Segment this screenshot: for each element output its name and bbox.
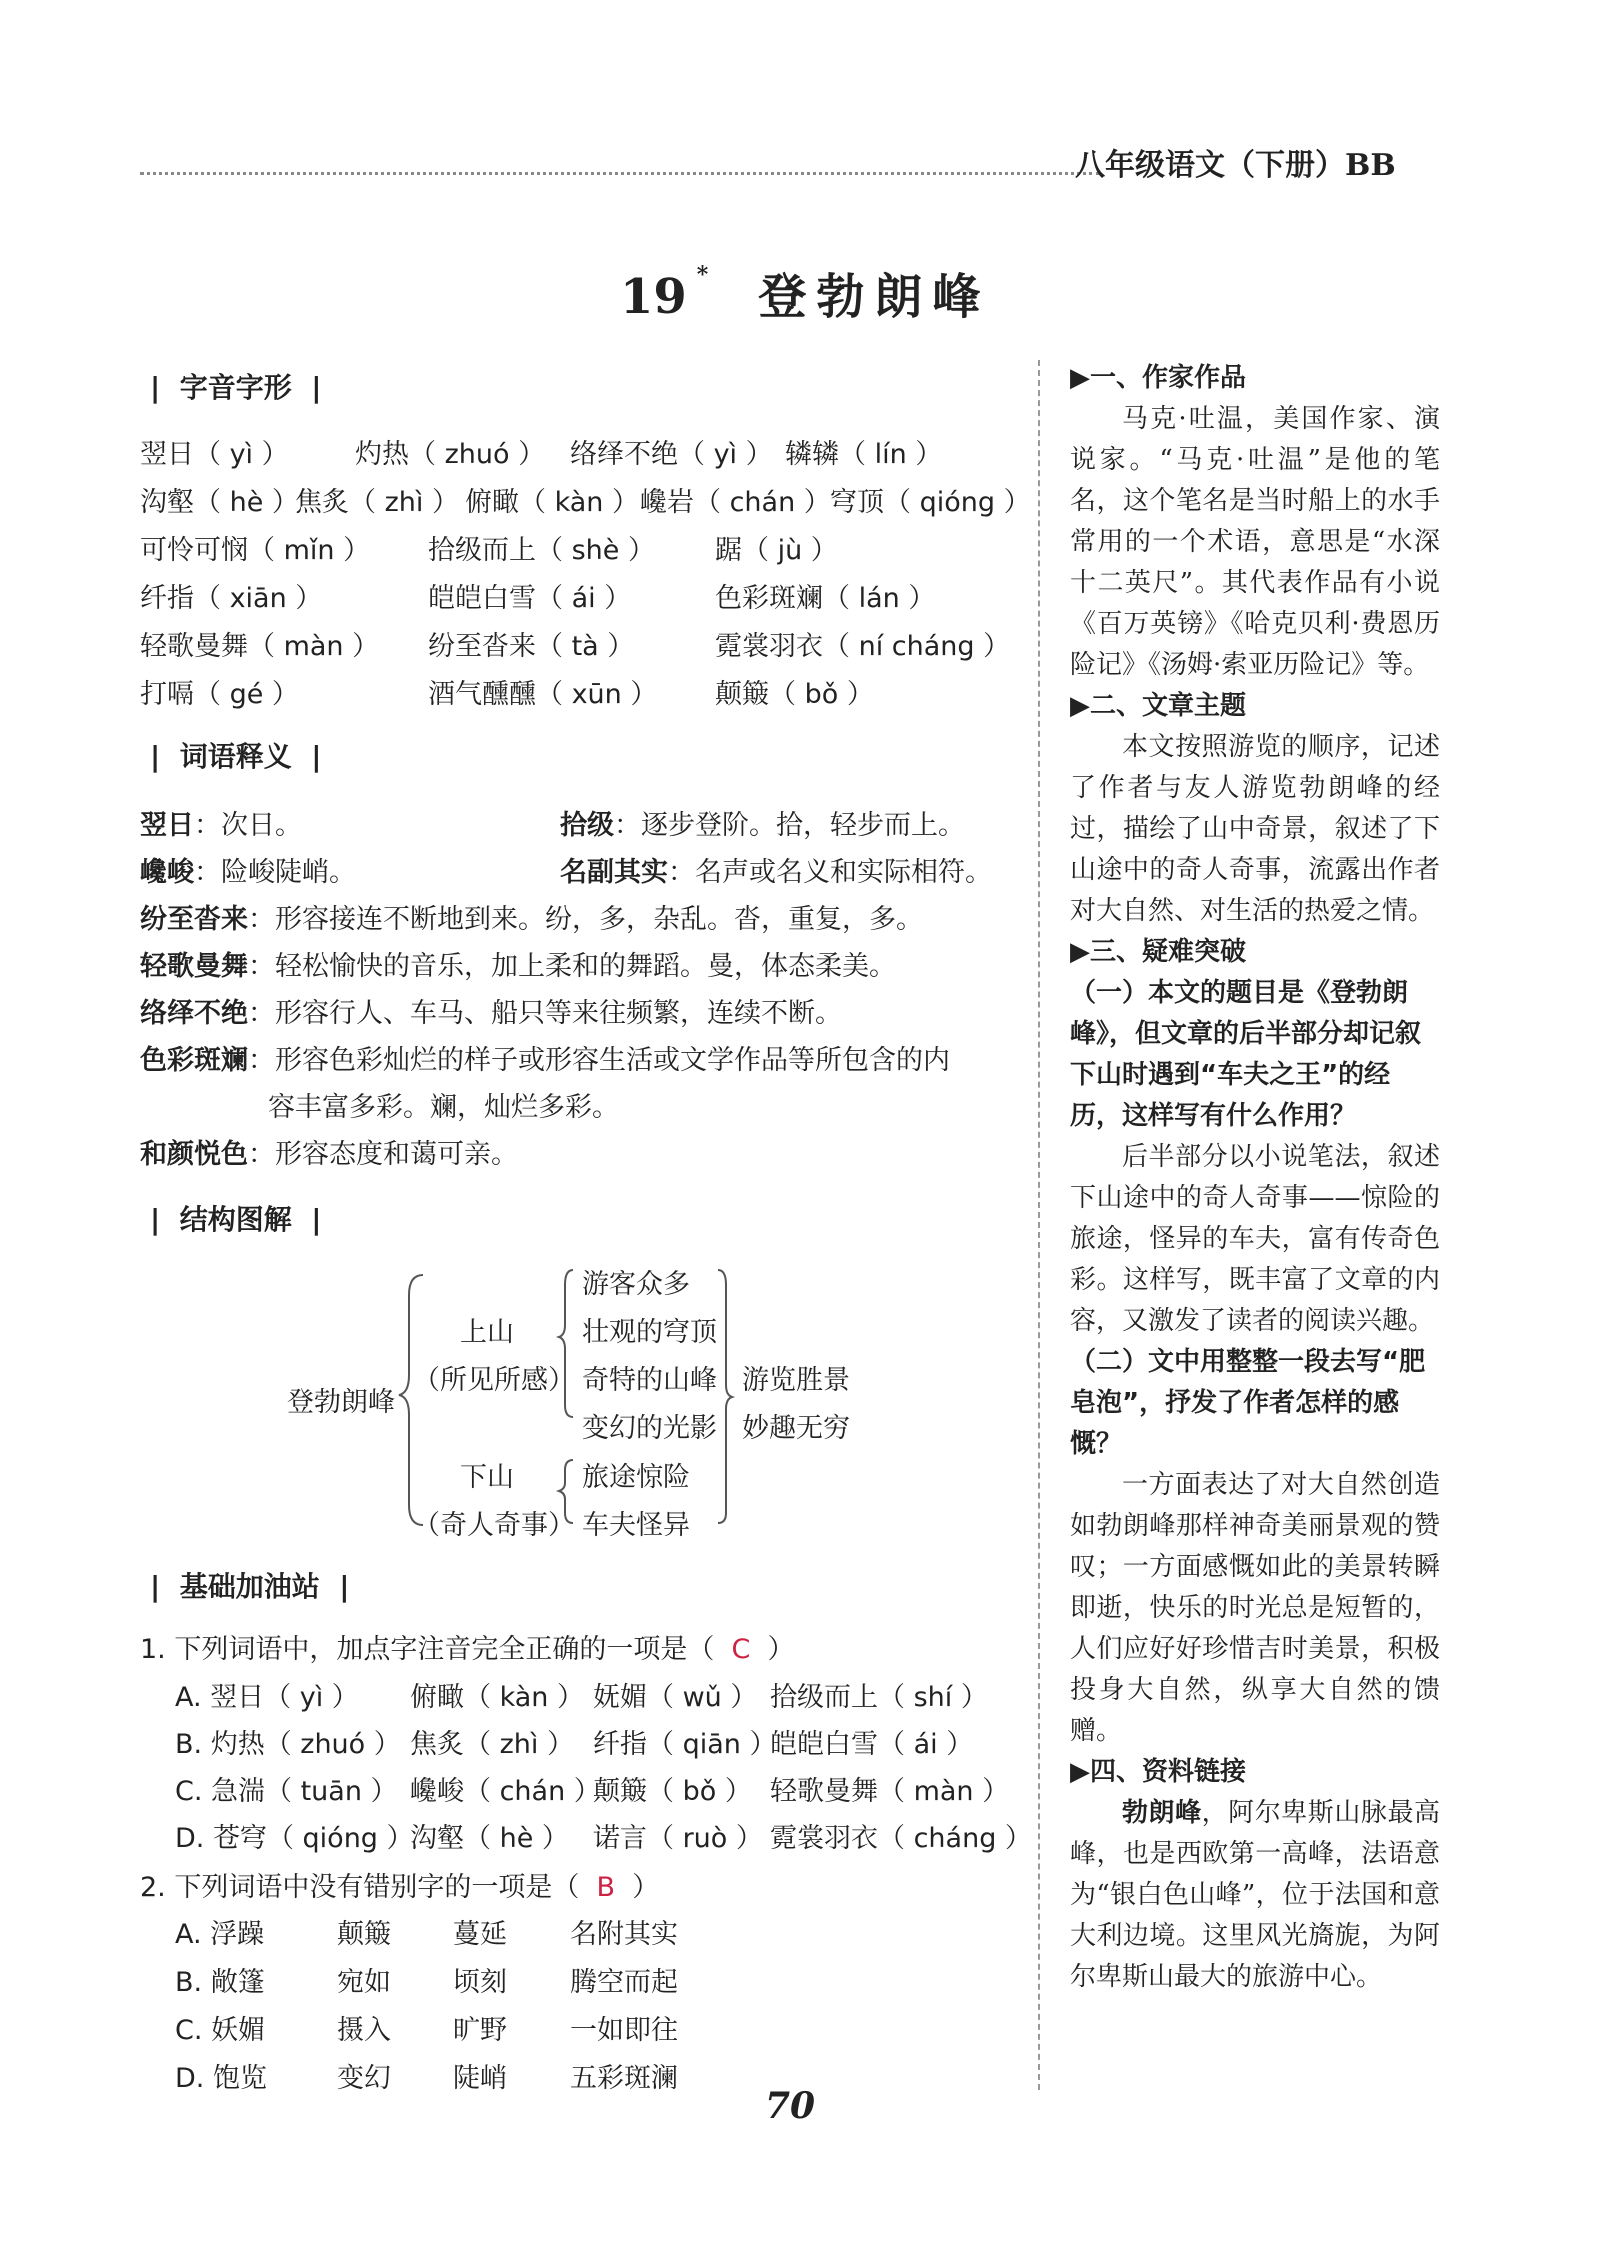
header-title: 八年级语文（下册）BB xyxy=(1075,148,1396,183)
diagram-right: 游览胜景 xyxy=(742,1365,850,1396)
diagram-up-item: 奇特的山峰 xyxy=(582,1365,717,1396)
sidebar-heading-links: ▶四、资料链接 xyxy=(1070,1757,1246,1787)
diagram-up: 上山 xyxy=(460,1317,514,1348)
vocab-item: 色彩斑斓：形容色彩灿烂的样子或形容生活或文学作品等所包含的内 xyxy=(140,1045,950,1076)
vocab-item: 纷至沓来：形容接连不断地到来。纷，多，杂乱。沓，重复，多。 xyxy=(140,904,923,935)
question-1-stem: 1. 下列词语中，加点字注音完全正确的一项是（ C ） xyxy=(140,1634,795,1665)
page-number: 70 xyxy=(765,2085,816,2127)
sidebar-question-2: （二）文中用整整一段去写“肥皂泡”，抒发了作者怎样的感慨？ xyxy=(1070,1347,1426,1459)
section-basics: | 基础加油站 | xyxy=(150,1570,350,1603)
vocab-item: 轻歌曼舞：轻松愉快的音乐，加上柔和的舞蹈。曼，体态柔美。 xyxy=(140,951,896,982)
vocab-item-continued: 容丰富多彩。斓，灿烂多彩。 xyxy=(268,1092,619,1123)
chapter-heading xyxy=(620,258,990,327)
sidebar-answer-1: 后半部分以小说笔法，叙述下山途中的奇人奇事——惊险的旅途，怪异的车夫，富有传奇色彩。这样写，既丰富了文章的内容，又激发了读者的阅读兴趣。 xyxy=(1070,1142,1440,1336)
sidebar-question-1: （一）本文的题目是《登勃朗峰》，但文章的后半部分却记叙下山时遇到“车夫之王”的经历，这样写有什么作用？ xyxy=(1070,978,1422,1131)
section-structure: | 结构图解 | xyxy=(150,1203,322,1236)
vocab-item: 巉峻：险峻陡峭。 xyxy=(140,857,356,888)
diagram-up-item: 游客众多 xyxy=(582,1269,690,1300)
question-2-stem: 2. 下列词语中没有错别字的一项是（ B ） xyxy=(140,1872,660,1903)
sidebar-heading-difficulty: ▶三、疑难突破 xyxy=(1070,937,1246,967)
question-2-answer: B xyxy=(596,1872,616,1903)
vocab-item: 名副其实：名声或名义和实际相符。 xyxy=(560,857,992,888)
vocab-item: 拾级：逐步登阶。拾，轻步而上。 xyxy=(560,810,965,841)
sidebar-links-text: 勃朗峰，阿尔卑斯山脉最高峰，也是西欧第一高峰，法语意为“银白色山峰”，位于法国和意大利边境。这里风光旖旎，为阿尔卑斯山最大的旅游中心。 xyxy=(1070,1798,1440,1992)
vocab-item: 和颜悦色：形容态度和蔼可亲。 xyxy=(140,1139,518,1170)
chapter-title: 登勃朗峰 xyxy=(758,269,991,325)
section-pronunciation: | 字音字形 | xyxy=(150,371,322,404)
sidebar-heading-author: ▶一、作家作品 xyxy=(1070,363,1246,393)
sidebar xyxy=(1070,358,1440,1998)
diagram-right: 妙趣无穷 xyxy=(742,1413,850,1444)
diagram-down: 下山 xyxy=(460,1462,514,1493)
diagram-up-item: 壮观的穹顶 xyxy=(582,1317,717,1348)
diagram-down-item: 旅途惊险 xyxy=(582,1462,690,1493)
chapter-number: 19 xyxy=(620,269,687,325)
sidebar-answer-2: 一方面表达了对大自然创造如勃朗峰那样神奇美丽景观的赞叹；一方面感慨如此的美景转瞬即逝，快乐的时光总是短暂的，人们应好好珍惜吉时美景，积极投身大自然，纵享大自然的馈赠。 xyxy=(1070,1470,1440,1746)
diagram-down-sub: （奇人奇事） xyxy=(413,1510,575,1541)
diagram-up-item: 变幻的光影 xyxy=(582,1413,717,1444)
vocab-item: 翌日：次日。 xyxy=(140,810,302,841)
question-1-answer: C xyxy=(731,1634,751,1665)
diagram-up-sub: （所见所感） xyxy=(413,1365,575,1396)
sidebar-heading-theme: ▶二、文章主题 xyxy=(1070,691,1246,721)
section-vocab: | 词语释义 | xyxy=(150,740,322,773)
sidebar-theme-text: 本文按照游览的顺序，记述了作者与友人游览勃朗峰的经过，描绘了山中奇景，叙述了下山途中的奇人奇事，流露出作者对大自然、对生活的热爱之情。 xyxy=(1070,732,1440,926)
diagram-root: 登勃朗峰 xyxy=(287,1387,395,1418)
diagram-down-item: 车夫怪异 xyxy=(582,1510,690,1541)
sidebar-author-text: 马克·吐温，美国作家、演说家。“马克·吐温”是他的笔名，这个笔名是当时船上的水手常用的一个术语，意思是“水深十二英尺”。其代表作品有小说《百万英镑》《哈克贝利·费恩历险记》《汤姆·索亚历险记》等。 xyxy=(1070,404,1440,680)
column-divider xyxy=(1038,360,1040,2090)
chapter-star: * xyxy=(696,262,709,288)
vocab-item: 络绎不绝：形容行人、车马、船只等来往频繁，连续不断。 xyxy=(140,998,842,1029)
header-dotted-rule xyxy=(140,172,1100,175)
